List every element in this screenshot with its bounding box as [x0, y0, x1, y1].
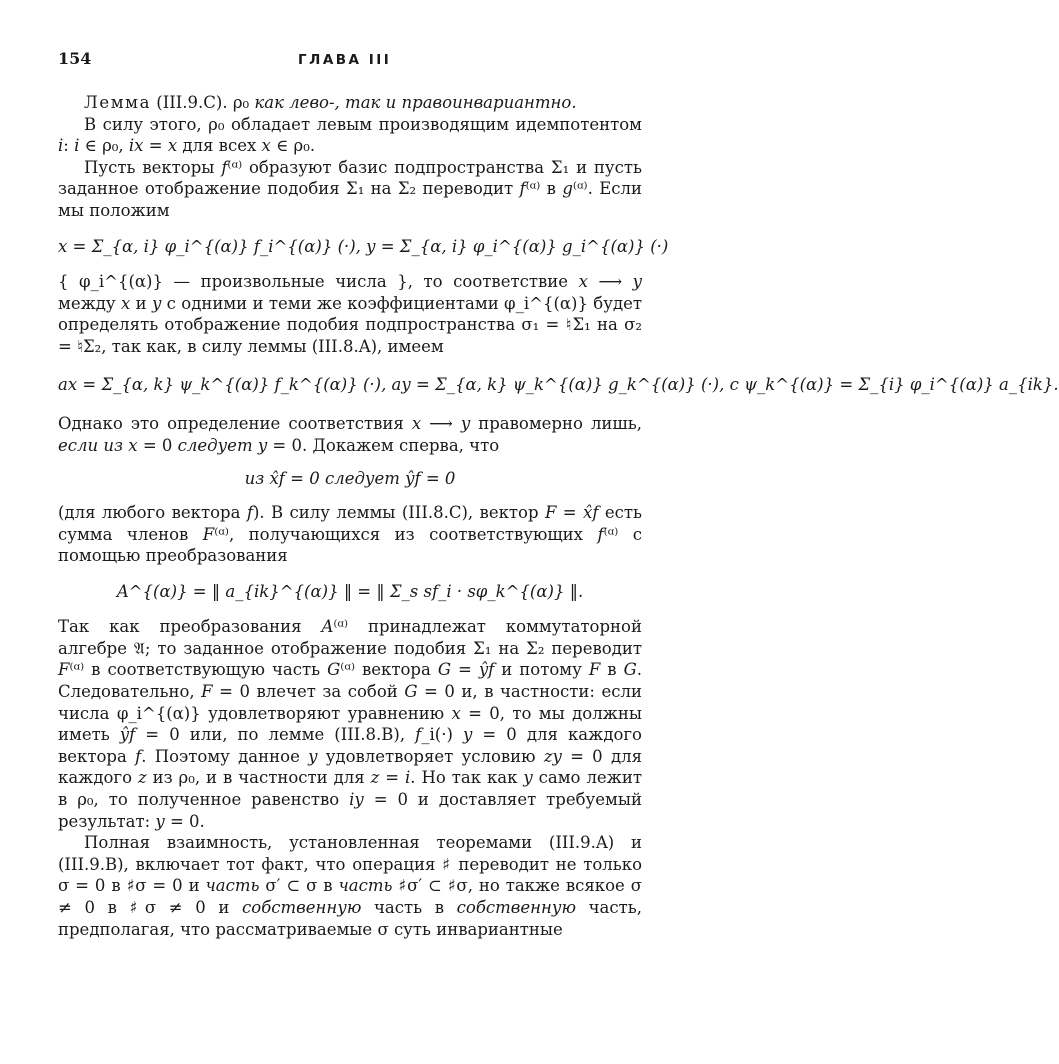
display-formula: ax = Σ_{α, k} ψ_k^{(α)} f_k^{(α)} (·), ay = Σ_{α, k} ψ_k^{(α)} g_k^{(α)} (·), с ψ_k^{(α)} = Σ_{i} φ_i^{(α)} a_{ik}.: [58, 374, 1059, 394]
italic-text: x: [261, 136, 271, 156]
italic-text: F: [588, 660, 601, 680]
text-span: ⁽ᵅ⁾ с помощью преобразования: [58, 524, 642, 566]
italic-text: G: [623, 660, 637, 680]
text-span: . Поэтому данное: [141, 746, 309, 766]
text-span: = 0 для каждого: [58, 746, 642, 788]
italic-text: ix: [128, 136, 144, 156]
italic-text: y: [257, 435, 268, 455]
text-span: удовлетворяет условию: [317, 746, 544, 766]
italic-text: x: [128, 435, 138, 455]
italic-text: ŷf: [478, 660, 495, 680]
text-span: и: [130, 293, 152, 313]
text-span: Пусть векторы: [84, 157, 222, 177]
text-span: и потому: [494, 660, 589, 680]
italic-text: y: [308, 746, 318, 766]
italic-text: y: [463, 725, 473, 745]
italic-text: i: [405, 768, 411, 788]
italic-text: y: [523, 768, 533, 788]
paragraph: [58, 413, 642, 456]
text-span: =: [556, 502, 584, 522]
display-formula: A^{(α)} = ‖ a_{ik}^{(α)} ‖ = ‖ Σ_s sf_i · sφ_k^{(α)} ‖.: [116, 581, 584, 601]
italic-text: G: [404, 682, 418, 702]
italic-text: z: [137, 768, 147, 788]
text-span: . Но так как: [410, 768, 524, 788]
text-span: для всех: [177, 136, 262, 156]
text-span: =: [451, 660, 479, 680]
text-span: (для любого вектора: [58, 502, 247, 522]
display-formula: x = Σ_{α, i} φ_i^{(α)} f_i^{(α)} (·), y = Σ_{α, i} φ_i^{(α)} g_i^{(α)} (·): [58, 236, 669, 256]
italic-text: g: [562, 179, 573, 199]
italic-text: часть: [338, 876, 393, 896]
text-span: = 0. Докажем сперва, что: [267, 435, 500, 455]
text-span: = 0 и доставляет требуемый результат:: [58, 790, 642, 831]
italic-text: f: [519, 179, 526, 199]
italic-text: y: [460, 414, 471, 434]
italic-text: F: [202, 524, 215, 544]
italic-text: G: [327, 660, 341, 680]
text-span: из ρ₀, и в частности для: [146, 768, 371, 788]
italic-text: x̂f: [583, 502, 599, 522]
italic-text: i: [74, 136, 80, 156]
text-span: = 0 для каждого вектора: [58, 725, 642, 766]
italic-text: следует: [177, 435, 253, 455]
italic-text: z: [370, 768, 380, 788]
italic-text: F: [58, 660, 70, 680]
text-span: ⁽ᵅ⁾ образуют базис подпространства Σ₁ и пусть заданное отображение подобия Σ₁ на Σ₂ переводит: [58, 157, 642, 199]
text-span: ⁽ᵅ⁾ в: [525, 179, 563, 199]
text-span: = 0, то мы должны иметь: [58, 703, 642, 745]
text-span: само лежит в ρ₀, то полученное равенство: [58, 768, 642, 810]
text-span: ⟶: [421, 414, 461, 434]
text-span: =: [143, 136, 168, 156]
text-span: с одними и теми же коэффициентами φ_i^{(α)} будет определять отображение подобия подпространства σ₁ = ♮Σ₁ на σ₂ = ♮Σ₂, так как, в силу леммы (III.8.A), имеем: [58, 293, 642, 356]
italic-text: часть: [205, 876, 260, 896]
italic-text: f: [135, 746, 142, 766]
paragraph: [58, 271, 642, 357]
spaced-text: Лемма: [84, 93, 152, 112]
text-span: ⁽ᵅ⁾, получающихся из соответствующих: [214, 524, 598, 544]
italic-text: x: [578, 272, 588, 292]
text-span: в: [600, 660, 624, 680]
italic-text: f: [221, 157, 228, 177]
italic-text: y: [152, 293, 162, 313]
page-number: 154: [58, 49, 92, 68]
page-header: [58, 48, 642, 74]
italic-text: x: [451, 703, 461, 723]
text-span: есть сумма членов: [58, 502, 642, 544]
text-span: = 0: [137, 435, 178, 455]
text-span: { φ_i^{(α)} — произвольные числа }, то соответствие: [58, 272, 579, 292]
text-span: . Следовательно,: [58, 660, 642, 702]
paragraph: [58, 616, 642, 832]
italic-text: собственную: [456, 898, 577, 917]
italic-text: y: [155, 811, 165, 831]
paragraph: [58, 832, 642, 940]
italic-text: iy: [349, 790, 364, 810]
italic-text: f: [415, 725, 422, 745]
text-span: =: [379, 768, 405, 788]
text-span: ♯σ′ ⊂ ♯σ, но также всякое σ ≠ 0 в ♯σ ≠ 0 и: [58, 876, 642, 917]
text-span: Так как преобразования: [58, 617, 322, 637]
text-span: ). В силу леммы (III.8.C), вектор: [252, 502, 545, 522]
body-text: [58, 92, 1059, 940]
display-formula: из x̂f = 0 следует ŷf = 0: [244, 469, 456, 489]
running-head: ГЛАВА III: [298, 52, 392, 68]
italic-text: x: [411, 414, 422, 434]
text-span: правомерно лишь,: [470, 414, 642, 434]
italic-text: ŷf: [119, 725, 136, 745]
text-span: = 0 или, по лемме (III.8.B),: [135, 725, 416, 745]
italic-text: zy: [543, 746, 562, 766]
italic-text: A: [321, 617, 334, 637]
paragraph: [58, 92, 642, 114]
text-span: ⟶: [587, 272, 633, 292]
italic-text: y: [632, 272, 642, 292]
italic-text: если из: [58, 435, 124, 455]
italic-text: собственную: [242, 898, 362, 917]
text-span: = 0.: [164, 811, 205, 831]
text-span: ⁽ᵅ⁾ вектора: [340, 660, 438, 680]
text-span: Однако это определение соответствия: [58, 414, 412, 434]
text-span: ⁽ᵅ⁾ принадлежат коммутаторной алгебре 𝔄; то заданное отображение подобия Σ₁ на Σ₂ переводит: [58, 617, 642, 658]
paragraph: [58, 114, 642, 157]
text-span: ⁽ᵅ⁾. Если мы положим: [58, 179, 642, 220]
italic-text: F: [544, 502, 557, 522]
text-span: часть в: [361, 898, 457, 917]
italic-text: как лево-, так и правоинвариантно.: [254, 93, 577, 112]
text-span: ∈ ρ₀,: [79, 136, 129, 156]
text-span: Полная взаимность, установленная теоремами (III.9.A) и (III.9.B), включает тот факт, что операция ♯ переводит не только σ = 0 в ♯σ = 0 и: [58, 833, 642, 896]
italic-text: G: [437, 660, 452, 680]
text-span: ⁽ᵅ⁾ в соответствующую часть: [69, 660, 328, 680]
italic-text: x: [121, 293, 131, 313]
text-span: _i(·): [421, 725, 463, 745]
text-span: σ′ ⊂ σ в: [259, 876, 339, 896]
text-span: ∈ ρ₀.: [270, 136, 316, 156]
text-span: между: [58, 293, 121, 313]
paragraph: [58, 157, 642, 222]
italic-text: f: [597, 524, 604, 544]
text-span: = 0 влечет за собой: [212, 682, 405, 702]
text-span: :: [63, 136, 75, 156]
italic-text: i: [58, 136, 64, 156]
italic-text: f: [246, 502, 253, 522]
text-span: часть, предполагая, что рассматриваемые σ суть инвариантные: [58, 898, 642, 939]
text-span: В силу этого, ρ₀ обладает левым производящим идемпотентом: [84, 114, 642, 134]
book-page: [58, 48, 1059, 940]
italic-text: F: [201, 682, 213, 702]
italic-text: x: [167, 136, 178, 156]
paragraph: [58, 502, 642, 567]
text-span: = 0 и, в частности: если числа φ_i^{(α)} удовлетворяют уравнению: [58, 682, 642, 723]
text-span: (III.9.C). ρ₀: [151, 93, 255, 112]
